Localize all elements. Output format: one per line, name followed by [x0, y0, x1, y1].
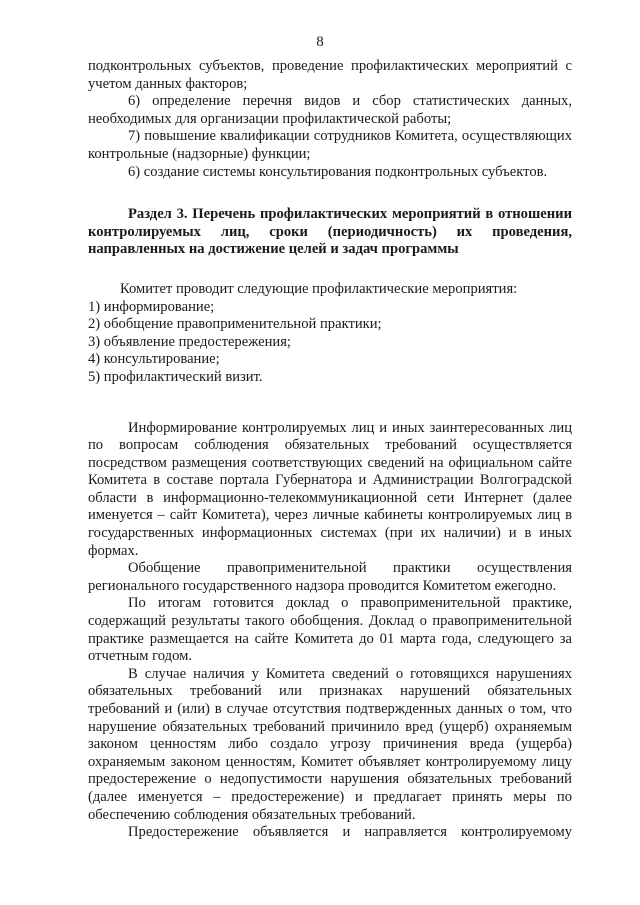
page-number: 8 [316, 34, 324, 50]
paragraph-item-6-statistics: 6) определение перечня видов и сбор статистических данных, необходимых для организации профилактической работы; [88, 93, 572, 127]
paragraph-warning-sent: Предостережение объявляется и направляется контролируемому [128, 824, 572, 841]
document-body [88, 58, 572, 842]
paragraph-continuation: подконтрольных субъектов, проведение профилактических мероприятий с учетом данных факторов; [88, 58, 572, 92]
paragraph-item-6-consulting: 6) создание системы консультирования подконтрольных субъектов. [128, 163, 548, 180]
measure-list-item: 2) обобщение правоприменительной практики; [88, 316, 382, 333]
measures-intro: Комитет проводит следующие профилактические мероприятия: [120, 280, 518, 297]
paragraph-item-7-qualification: 7) повышение квалификации сотрудников Комитета, осуществляющих контрольные (надзорные) функции; [88, 128, 572, 162]
paragraph-report: По итогам готовится доклад о правоприменительной практике, содержащий результаты такого обобщения. Доклад о правоприменительной практике размещается на сайте Комитета до 01 марта года, следующего за отчетным годом. [88, 595, 572, 665]
measure-list-item: 3) объявление предостережения; [88, 333, 291, 350]
measure-list-item: 1) информирование; [88, 298, 215, 315]
measure-list-item: 4) консультирование; [88, 351, 220, 368]
paragraph-generalization: Обобщение правоприменительной практики осуществления регионального государственного надзора проводится Комитетом ежегодно. [88, 560, 572, 594]
measure-list-item: 5) профилактический визит. [88, 368, 263, 385]
paragraph-warning-conditions: В случае наличия у Комитета сведений о готовящихся нарушениях обязательных требований или признаках нарушений обязательных требований и (или) в случае отсутствия подтвержденных данных о том, что нарушение обязательных требований причинило вред (ущерб) охраняемым законом ценностям либо создало угрозу причинения вреда (ущерба) охраняемым законом ценностям, Комитет объявляет контролируемому лицу предостережение о недопустимости нарушения обязательных требований (далее именуется – предостережение) и предлагает принять меры по обеспечению соблюдения обязательных требований. [88, 665, 572, 823]
section-heading: Раздел 3. Перечень профилактических мероприятий в отношении контролируемых лиц, сроки (периодичность) их проведения, направленных на достижение целей и задач программы [88, 206, 572, 258]
paragraph-informing: Информирование контролируемых лиц и иных заинтересованных лиц по вопросам соблюдения обязательных требований осуществляется посредством размещения соответствующих сведений на официальном сайте Комитета в составе портала Губернатора и Администрации Волгоградской области в информационно-телекоммуникационной сети Интернет (далее именуется – сайт Комитета), через личные кабинеты контролируемых лиц в государственных информационных системах (при их наличии) и в иных формах. [88, 419, 572, 559]
